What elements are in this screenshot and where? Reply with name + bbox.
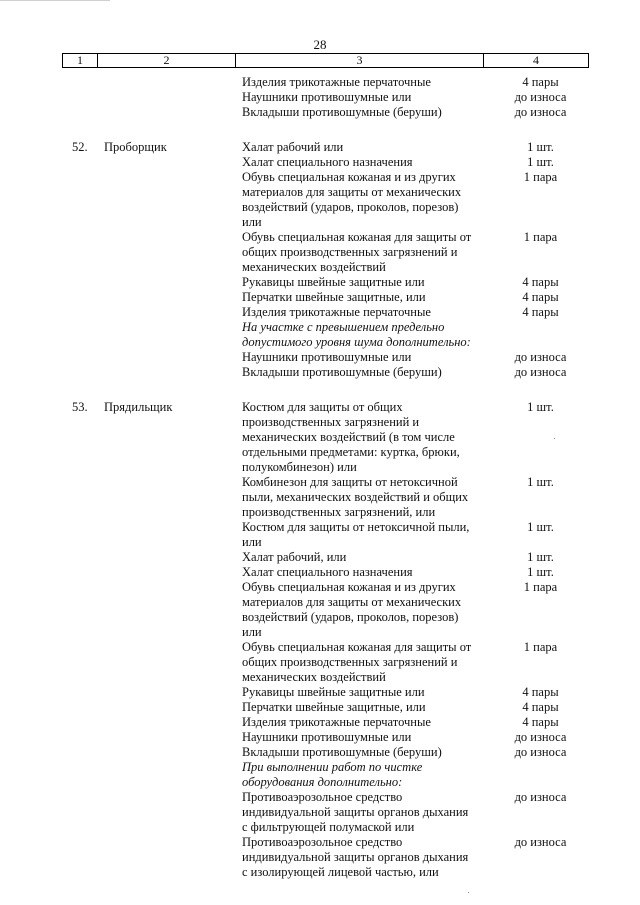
table-entry — [0, 400, 640, 880]
item-description — [242, 400, 492, 475]
item-line: Вкладыши противошумные (беруши) — [242, 365, 442, 379]
item-line: Халат рабочий или — [242, 140, 344, 154]
item-line: Обувь специальная кожаная для защиты от — [242, 640, 472, 654]
item-line: или — [242, 535, 262, 549]
item-row — [0, 760, 640, 790]
item-row — [0, 320, 640, 350]
header-col-3: 3 — [236, 54, 484, 67]
item-line: или — [242, 625, 262, 639]
item-line: Перчатки швейные защитные, или — [242, 700, 426, 714]
item-description — [242, 565, 492, 580]
item-line: механических воздействий — [242, 260, 386, 274]
item-line: индивидуальной защиты органов дыхания — [242, 850, 469, 864]
item-line: воздействий (ударов, проколов, порезов) — [242, 200, 459, 214]
item-row — [0, 475, 640, 520]
item-description — [242, 230, 492, 275]
item-line: механических воздействий — [242, 670, 386, 684]
item-quantity: 1 пара — [523, 230, 558, 244]
item-quantity: 4 пары — [522, 715, 559, 729]
item-quantity: 1 шт. — [527, 565, 554, 579]
item-quantity: 1 шт. — [527, 140, 554, 154]
item-row — [0, 365, 640, 380]
scan-speck — [468, 892, 469, 893]
item-line: При выполнении работ по чистке — [242, 760, 423, 774]
page-number: 28 — [313, 37, 327, 52]
item-row — [0, 230, 640, 275]
item-line: Костюм для защиты от общих — [242, 400, 403, 414]
item-row — [0, 565, 640, 580]
item-quantity: 1 пара — [523, 170, 558, 184]
item-row — [0, 155, 640, 170]
item-row — [0, 700, 640, 715]
item-description — [242, 170, 492, 230]
item-description — [242, 745, 492, 760]
item-line: Комбинезон для защиты от нетоксичной — [242, 475, 458, 489]
item-line: Халат специального назначения — [242, 155, 413, 169]
item-line: материалов для защиты от механических — [242, 595, 462, 609]
item-quantity: до износа — [514, 350, 567, 364]
table-entry — [0, 140, 640, 380]
item-line: Перчатки швейные защитные, или — [242, 290, 426, 304]
item-line: Рукавицы швейные защитные или — [242, 275, 425, 289]
item-line: с изолирующей лицевой частью, или — [242, 865, 439, 879]
item-description — [242, 790, 492, 835]
item-row — [0, 685, 640, 700]
item-quantity: 1 пара — [523, 580, 558, 594]
item-line: На участке с превышением предельно — [242, 320, 445, 334]
item-row — [0, 275, 640, 290]
item-line: Изделия трикотажные перчаточные — [242, 75, 431, 89]
item-line: индивидуальной защиты органов дыхания — [242, 805, 469, 819]
table-entry — [0, 75, 640, 120]
item-line: Обувь специальная кожаная и из других — [242, 580, 456, 594]
item-row — [0, 400, 640, 475]
item-quantity: 4 пары — [522, 275, 559, 289]
item-row — [0, 290, 640, 305]
item-description — [242, 365, 492, 380]
table-header-row — [62, 53, 589, 68]
item-description — [242, 550, 492, 565]
item-line: Вкладыши противошумные (беруши) — [242, 745, 442, 759]
item-quantity: 1 пара — [523, 640, 558, 654]
item-line: Обувь специальная кожаная и из других — [242, 170, 456, 184]
item-line: Наушники противошумные или — [242, 90, 412, 104]
item-description — [242, 140, 492, 155]
item-row — [0, 730, 640, 745]
item-line: механических воздействий (в том числе — [242, 430, 455, 444]
scan-speck — [554, 438, 555, 439]
item-quantity — [498, 760, 583, 790]
item-line: допустимого уровня шума дополнительно: — [242, 335, 471, 349]
item-description — [242, 290, 492, 305]
item-quantity: до износа — [514, 745, 567, 759]
item-quantity: до износа — [514, 90, 567, 104]
header-col-1: 1 — [63, 54, 98, 67]
item-quantity — [498, 320, 583, 350]
condition-note — [242, 320, 492, 350]
item-line: общих производственных загрязнений и — [242, 655, 458, 669]
profession-name: Прядильщик — [104, 400, 173, 414]
item-quantity: 4 пары — [522, 305, 559, 319]
item-line: Халат рабочий, или — [242, 550, 347, 564]
item-quantity: 1 шт. — [527, 475, 554, 489]
item-line: производственных загрязнений, или — [242, 505, 436, 519]
item-description — [242, 730, 492, 745]
item-row — [0, 550, 640, 565]
item-description — [242, 275, 492, 290]
item-quantity: 1 шт. — [527, 155, 554, 169]
item-row — [0, 75, 640, 90]
item-quantity: до износа — [514, 105, 567, 119]
item-row — [0, 305, 640, 320]
item-quantity: 4 пары — [522, 685, 559, 699]
header-col-4: 4 — [533, 53, 539, 67]
item-description — [242, 715, 492, 730]
item-quantity: 4 пары — [522, 75, 559, 89]
item-line: Вкладыши противошумные (беруши) — [242, 105, 442, 119]
item-line: Изделия трикотажные перчаточные — [242, 305, 431, 319]
item-line: Халат специального назначения — [242, 565, 413, 579]
item-quantity: до износа — [514, 790, 567, 804]
item-description — [242, 105, 492, 120]
item-row — [0, 715, 640, 730]
item-description — [242, 520, 492, 550]
item-line: Костюм для защиты от нетоксичной пыли, — [242, 520, 470, 534]
item-line: полукомбинезон) или — [242, 460, 357, 474]
item-quantity: до износа — [514, 730, 567, 744]
item-line: оборудования дополнительно: — [242, 775, 403, 789]
item-description — [242, 685, 492, 700]
item-description — [242, 475, 492, 520]
item-quantity: 4 пары — [522, 290, 559, 304]
item-row — [0, 745, 640, 760]
item-line: производственных загрязнений и — [242, 415, 420, 429]
item-description — [242, 640, 492, 685]
item-row — [0, 835, 640, 880]
entry-number: 53. — [72, 400, 88, 414]
entry-spacer — [0, 120, 640, 140]
item-line: Наушники противошумные или — [242, 730, 412, 744]
item-line: отдельными предметами: куртка, брюки, — [242, 445, 460, 459]
item-description — [242, 305, 492, 320]
item-row — [0, 790, 640, 835]
item-quantity: до износа — [514, 835, 567, 849]
item-row — [0, 90, 640, 105]
item-row — [0, 640, 640, 685]
item-quantity: до износа — [514, 365, 567, 379]
item-description — [242, 700, 492, 715]
item-row — [0, 520, 640, 550]
item-row — [0, 105, 640, 120]
item-description — [242, 835, 492, 880]
item-description — [242, 580, 492, 640]
item-line: или — [242, 215, 262, 229]
item-description — [242, 90, 492, 105]
item-description — [242, 75, 492, 90]
item-description — [242, 155, 492, 170]
entry-number: 52. — [72, 140, 88, 154]
entry-spacer — [0, 380, 640, 400]
table-body — [0, 75, 640, 880]
item-quantity: 4 пары — [522, 700, 559, 714]
header-col-2: 2 — [98, 54, 236, 67]
item-line: Наушники противошумные или — [242, 350, 412, 364]
item-line: общих производственных загрязнений и — [242, 245, 458, 259]
item-line: материалов для защиты от механических — [242, 185, 462, 199]
item-quantity: 1 шт. — [527, 550, 554, 564]
item-line: Рукавицы швейные защитные или — [242, 685, 425, 699]
item-quantity: 1 шт. — [527, 520, 554, 534]
item-line: воздействий (ударов, проколов, порезов) — [242, 610, 459, 624]
item-line: Изделия трикотажные перчаточные — [242, 715, 431, 729]
item-description — [242, 350, 492, 365]
item-line: Противоаэрозольное средство — [242, 835, 403, 849]
profession-name: Проборщик — [104, 140, 167, 154]
item-quantity: 1 шт. — [527, 400, 554, 414]
item-row — [0, 140, 640, 155]
item-row — [0, 170, 640, 230]
item-line: пыли, механических воздействий и общих — [242, 490, 469, 504]
condition-note — [242, 760, 492, 790]
item-line: Противоаэрозольное средство — [242, 790, 403, 804]
scan-edge-mark — [0, 0, 110, 1]
item-row — [0, 350, 640, 365]
item-line: с фильтрующей полумаской или — [242, 820, 415, 834]
item-row — [0, 580, 640, 640]
item-line: Обувь специальная кожаная для защиты от — [242, 230, 472, 244]
